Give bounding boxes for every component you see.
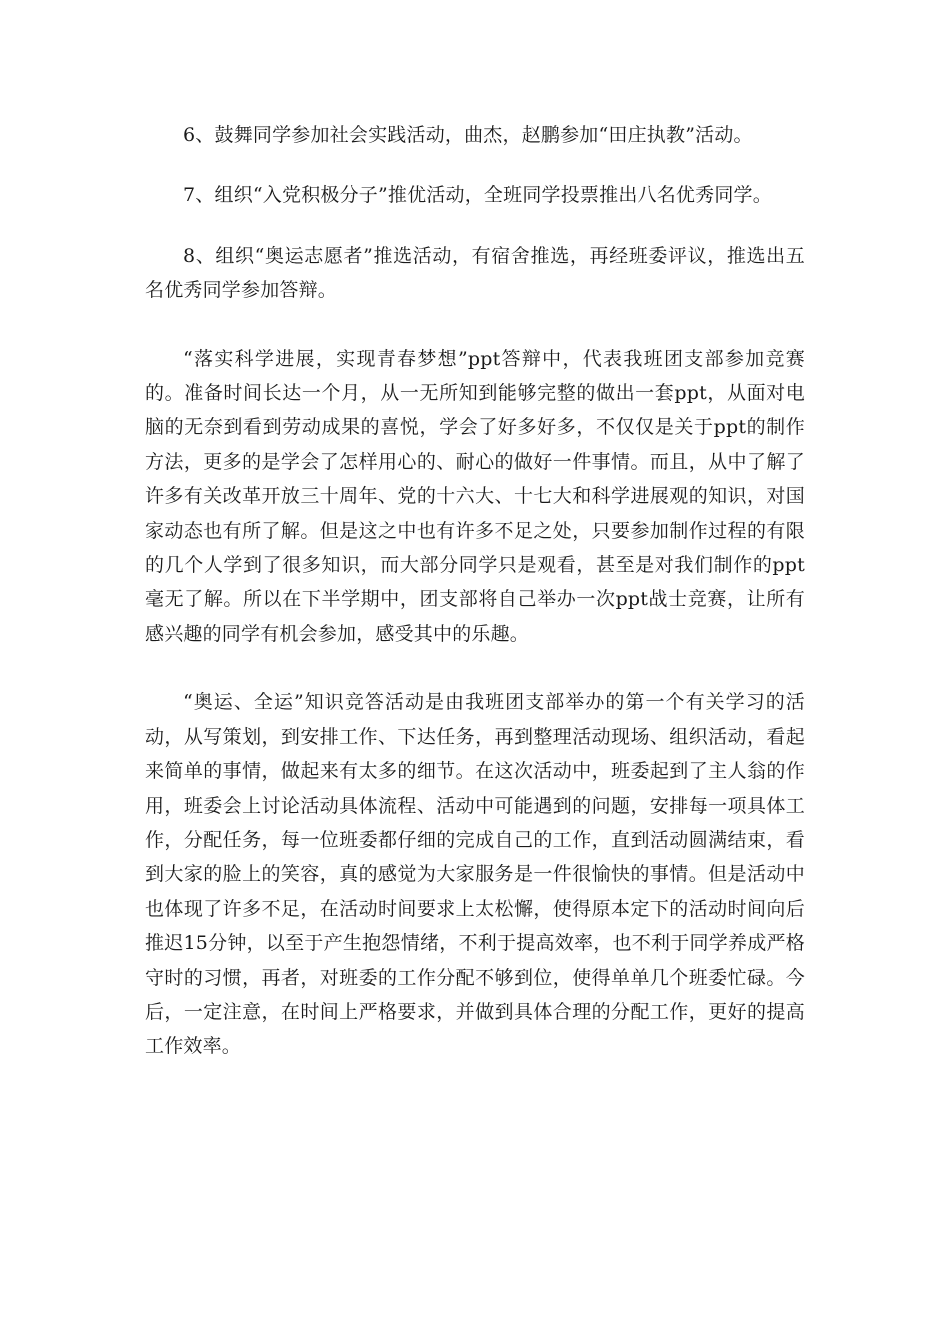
paragraph-ppt-contest: “落实科学进展，实现青春梦想”ppt答辩中，代表我班团支部参加竞赛的。准备时间长达一个月，从一无所知到能够完整的做出一套ppt，从面对电脑的无奈到看到劳动成果的喜悦，学会了好多好多，不仅仅是关于ppt的制作方法，更多的是学会了怎样用心的、耐心的做好一件事情。而且，从中了解了许多有关改革开放三十周年、党的十六大、十七大和科学进展观的知识，对国家动态也有所了解。但是这之中也有许多不足之处，只要参加制作过程的有限的几个人学到了很多知识，而大部分同学只是观看，甚至是对我们制作的ppt毫无了解。所以在下半学期中，团支部将自己举办一次ppt战士竞赛，让所有感兴趣的同学有机会参加，感受其中的乐趣。 — [145, 347, 805, 645]
paragraph-quiz-activity: “奥运、全运”知识竞答活动是由我班团支部举办的第一个有关学习的活动，从写策划，到安排工作、下达任务，再到整理活动现场、组织活动，看起来简单的事情，做起来有太多的细节。在这次活动中，班委起到了主人翁的作用，班委会上讨论活动具体流程、活动中可能遇到的问题，安排每一项具体工作，分配任务，每一位班委都仔细的完成自己的工作，直到活动圆满结束，看到大家的脸上的笑容，真的感觉为大家服务是一件很愉快的事情。但是活动中也体现了许多不足，在活动时间要求上太松懈，使得原本定下的活动时间向后推迟15分钟，以至于产生抱怨情绪，不利于提高效率，也不利于同学养成严格守时的习惯，再者，对班委的工作分配不够到位，使得单单几个班委忙碌。今后，一定注意，在时间上严格要求，并做到具体合理的分配工作，更好的提高工作效率。 — [145, 691, 805, 1058]
document-body — [145, 118, 805, 1064]
paragraph-item-7: 7、组织“入党积极分子”推优活动，全班同学投票推出八名优秀同学。 — [183, 184, 772, 207]
paragraph-item-6: 6、鼓舞同学参加社会实践活动，曲杰，赵鹏参加“田庄执教”活动。 — [183, 124, 753, 146]
paragraph-item-8: 8、组织“奥运志愿者”推选活动，有宿舍推选，再经班委评议，推选出五名优秀同学参加答辩。 — [145, 244, 805, 302]
